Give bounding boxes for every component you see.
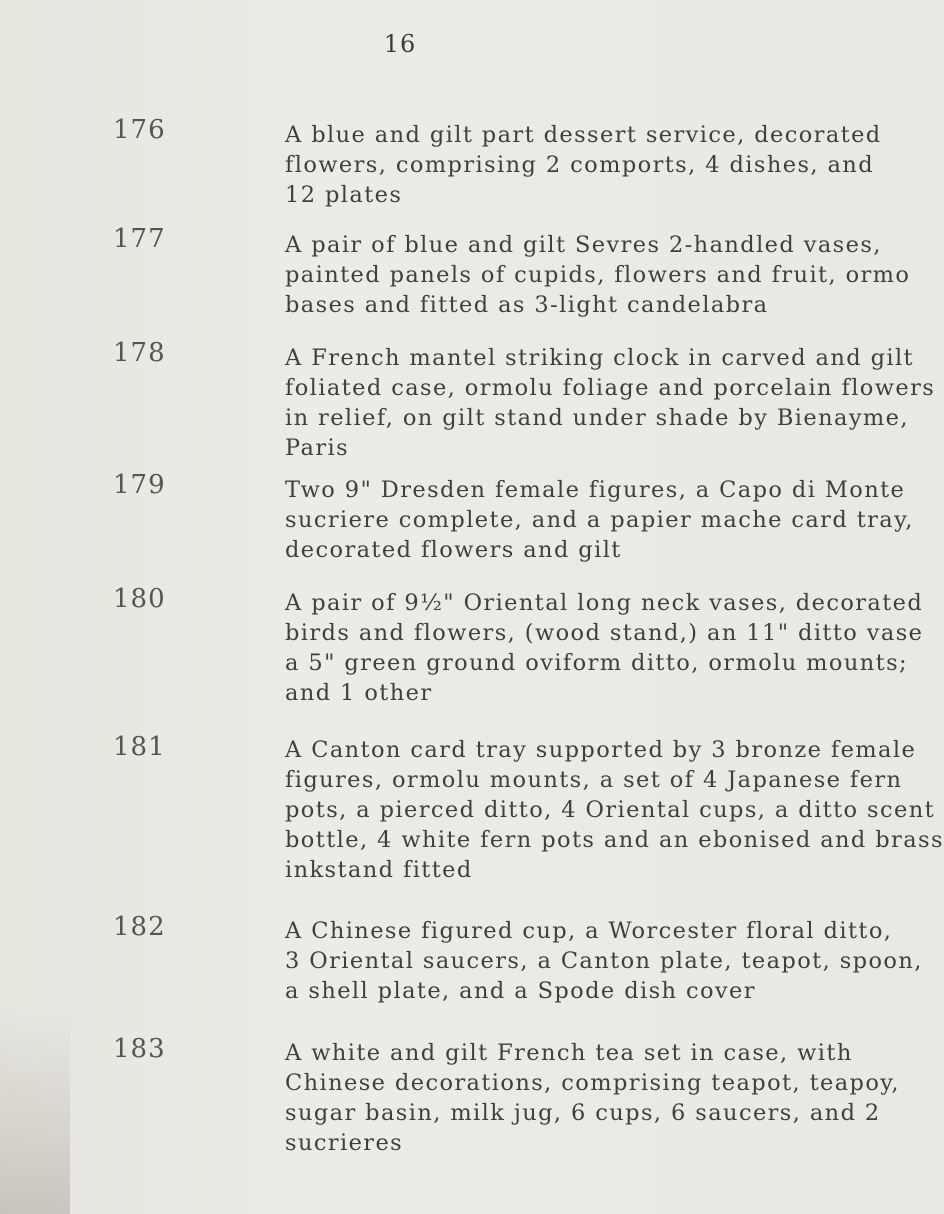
- lot-number: 180: [113, 584, 166, 614]
- lot-line: and 1 other: [285, 680, 433, 706]
- lot-line: figures, ormolu mounts, a set of 4 Japanese fern: [285, 767, 903, 793]
- lot-line: a 5" green ground oviform ditto, ormolu mounts;: [285, 650, 909, 676]
- lot-line: bottle, 4 white fern pots and an ebonised and brass: [285, 827, 944, 853]
- lot-line: pots, a pierced ditto, 4 Oriental cups, a ditto scent: [285, 797, 936, 823]
- lot-line: A pair of 9½" Oriental long neck vases, decorated: [285, 590, 924, 616]
- lot-line: A Chinese figured cup, a Worcester floral ditto,: [285, 918, 893, 944]
- lot-description: [285, 588, 924, 708]
- lot-description: [285, 230, 911, 320]
- lot-line: sugar basin, milk jug, 6 cups, 6 saucers, and 2: [285, 1100, 881, 1126]
- lot-description: [285, 735, 944, 885]
- lot-description: [285, 475, 914, 565]
- lot-line: bases and fitted as 3-light candelabra: [285, 292, 769, 318]
- lot-line: birds and flowers, (wood stand,) an 11" ditto vase: [285, 620, 924, 646]
- lot-number: 182: [113, 912, 166, 942]
- lot-line: A pair of blue and gilt Sevres 2-handled vases,: [285, 232, 882, 258]
- lot-line: Two 9" Dresden female figures, a Capo di Monte: [285, 477, 906, 503]
- lot-line: A French mantel striking clock in carved and gilt: [285, 345, 915, 371]
- lot-line: Chinese decorations, comprising teapot, teapoy,: [285, 1070, 900, 1096]
- lot-number: 176: [113, 115, 166, 145]
- lot-description: [285, 120, 882, 210]
- lot-line: A white and gilt French tea set in case, with: [285, 1040, 853, 1066]
- lot-description: [285, 343, 936, 463]
- lot-line: in relief, on gilt stand under shade by Bienayme,: [285, 405, 909, 431]
- lot-line: flowers, comprising 2 comports, 4 dishes, and: [285, 152, 875, 178]
- lot-description: [285, 916, 923, 1006]
- lot-number: 179: [113, 470, 166, 500]
- lot-line: A Canton card tray supported by 3 bronze female: [285, 737, 917, 763]
- lot-line: 3 Oriental saucers, a Canton plate, teapot, spoon,: [285, 948, 923, 974]
- lot-number: 181: [113, 732, 166, 762]
- lot-line: a shell plate, and a Spode dish cover: [285, 978, 756, 1004]
- lot-number: 178: [113, 338, 166, 368]
- lot-line: inkstand fitted: [285, 857, 473, 883]
- lot-number: 177: [113, 224, 166, 254]
- lot-line: 12 plates: [285, 182, 403, 208]
- page-edge-shadow: [0, 1010, 70, 1214]
- lot-line: painted panels of cupids, flowers and fruit, ormo: [285, 262, 911, 288]
- lot-line: Paris: [285, 435, 350, 461]
- lot-line: sucriere complete, and a papier mache card tray,: [285, 507, 914, 533]
- lot-line: foliated case, ormolu foliage and porcelain flowers: [285, 375, 936, 401]
- lot-number: 183: [113, 1034, 166, 1064]
- page-number: 16: [383, 30, 417, 58]
- lot-line: A blue and gilt part dessert service, decorated: [285, 122, 882, 148]
- lot-description: [285, 1038, 900, 1158]
- lot-line: sucrieres: [285, 1130, 404, 1156]
- lot-line: decorated flowers and gilt: [285, 537, 622, 563]
